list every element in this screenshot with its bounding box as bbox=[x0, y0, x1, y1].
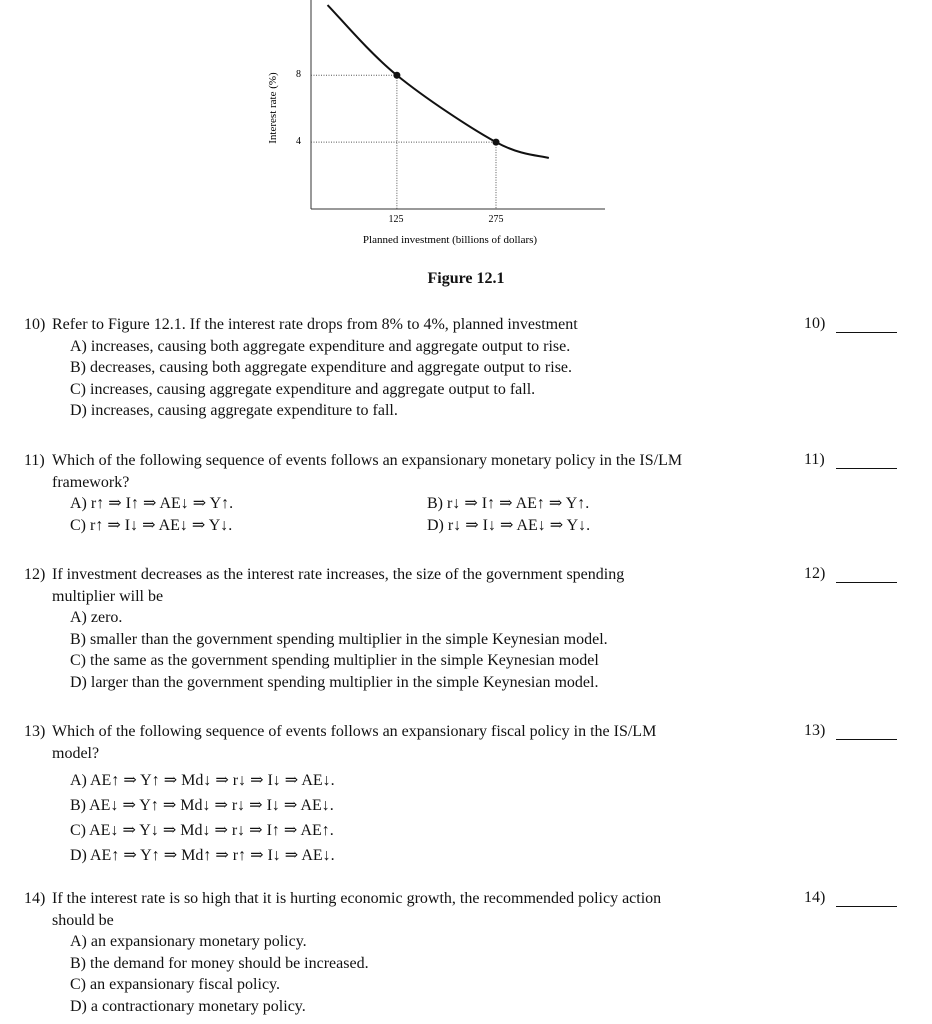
answer-label: 13) bbox=[804, 722, 826, 739]
question-stem-cont: should be bbox=[52, 911, 114, 929]
answer-blank[interactable] bbox=[836, 739, 897, 740]
option-c[interactable]: C) r↑ ⇒ I↓ ⇒ AE↓ ⇒ Y↓. bbox=[70, 516, 233, 534]
answer-blank[interactable] bbox=[836, 332, 897, 333]
option-a[interactable]: A) r↑ ⇒ I↑ ⇒ AE↓ ⇒ Y↑. bbox=[70, 495, 234, 512]
option-c[interactable]: C) an expansionary fiscal policy. bbox=[70, 976, 281, 993]
option-a[interactable]: A) increases, causing both aggregate expenditure and aggregate output to rise. bbox=[70, 337, 571, 355]
question-12 bbox=[24, 564, 784, 693]
answer-blank[interactable] bbox=[836, 906, 897, 907]
option-d[interactable]: D) AE↑ ⇒ Y↑ ⇒ Md↑ ⇒ r↑ ⇒ I↓ ⇒ AE↓. bbox=[70, 847, 335, 864]
question-10 bbox=[24, 314, 784, 422]
y-tick-label: 4 bbox=[296, 136, 301, 147]
y-axis-label: Interest rate (%) bbox=[267, 72, 279, 144]
question-stem-cont: multiplier will be bbox=[52, 587, 164, 605]
option-a[interactable]: A) AE↑ ⇒ Y↑ ⇒ Md↓ ⇒ r↓ ⇒ I↓ ⇒ AE↓. bbox=[70, 772, 335, 789]
x-axis-label: Planned investment (billions of dollars) bbox=[362, 234, 538, 246]
figure-chart bbox=[0, 0, 932, 300]
data-point bbox=[492, 139, 499, 146]
option-d[interactable]: D) a contractionary monetary policy. bbox=[70, 997, 306, 1015]
option-d[interactable]: D) increases, causing aggregate expenditure to fall. bbox=[70, 402, 398, 419]
question-11 bbox=[24, 450, 784, 536]
answer-label: 11) bbox=[804, 451, 825, 468]
question-stem: Which of the following sequence of events follows an expansionary monetary policy in the IS/LM bbox=[52, 452, 683, 469]
question-stem-cont: model? bbox=[52, 744, 100, 762]
y-tick-label: 8 bbox=[296, 69, 301, 80]
question-14 bbox=[24, 888, 784, 1017]
answer-13 bbox=[804, 722, 825, 740]
answer-label: 14) bbox=[804, 889, 826, 906]
x-tick-label: 275 bbox=[488, 214, 504, 225]
answer-11 bbox=[804, 451, 825, 469]
option-c[interactable]: C) the same as the government spending multiplier in the simple Keynesian model bbox=[70, 652, 599, 669]
answer-10 bbox=[804, 315, 825, 333]
question-stem: If investment decreases as the interest rate increases, the size of the government spending bbox=[52, 566, 625, 583]
option-d[interactable]: D) larger than the government spending multiplier in the simple Keynesian model. bbox=[70, 673, 599, 691]
option-a[interactable]: A) an expansionary monetary policy. bbox=[70, 933, 307, 950]
question-13 bbox=[24, 721, 784, 868]
option-a[interactable]: A) zero. bbox=[70, 609, 123, 626]
question-stem: Which of the following sequence of events follows an expansionary fiscal policy in the IS/LM bbox=[52, 723, 657, 740]
answer-14 bbox=[804, 889, 825, 907]
option-d[interactable]: D) r↓ ⇒ I↓ ⇒ AE↓ ⇒ Y↓. bbox=[427, 516, 591, 534]
question-number: 10) bbox=[24, 316, 46, 333]
option-c[interactable]: C) increases, causing aggregate expenditure and aggregate output to fall. bbox=[70, 380, 536, 398]
option-b[interactable]: B) smaller than the government spending multiplier in the simple Keynesian model. bbox=[70, 630, 608, 648]
answer-12 bbox=[804, 565, 825, 583]
question-number: 13) bbox=[24, 723, 46, 740]
question-stem-cont: framework? bbox=[52, 473, 130, 491]
question-number: 14) bbox=[24, 890, 46, 907]
answer-blank[interactable] bbox=[836, 582, 897, 583]
answer-blank[interactable] bbox=[836, 468, 897, 469]
question-stem: Refer to Figure 12.1. If the interest rate drops from 8% to 4%, planned investment bbox=[52, 316, 578, 333]
option-b[interactable]: B) decreases, causing both aggregate expenditure and aggregate output to rise. bbox=[70, 359, 573, 376]
data-point bbox=[393, 72, 400, 79]
answer-label: 12) bbox=[804, 565, 826, 582]
question-number: 12) bbox=[24, 566, 46, 583]
figure-caption: Figure 12.1 bbox=[427, 270, 505, 287]
investment-curve bbox=[328, 5, 549, 158]
option-c[interactable]: C) AE↓ ⇒ Y↓ ⇒ Md↓ ⇒ r↓ ⇒ I↑ ⇒ AE↑. bbox=[70, 822, 334, 839]
question-number: 11) bbox=[24, 452, 45, 469]
option-b[interactable]: B) r↓ ⇒ I↑ ⇒ AE↑ ⇒ Y↑. bbox=[427, 495, 590, 512]
question-stem: If the interest rate is so high that it is hurting economic growth, the recommended policy action bbox=[52, 890, 662, 907]
x-tick-label: 125 bbox=[388, 214, 404, 225]
option-b[interactable]: B) the demand for money should be increased. bbox=[70, 954, 369, 972]
option-b[interactable]: B) AE↓ ⇒ Y↑ ⇒ Md↓ ⇒ r↓ ⇒ I↓ ⇒ AE↓. bbox=[70, 797, 334, 814]
answer-label: 10) bbox=[804, 315, 826, 332]
